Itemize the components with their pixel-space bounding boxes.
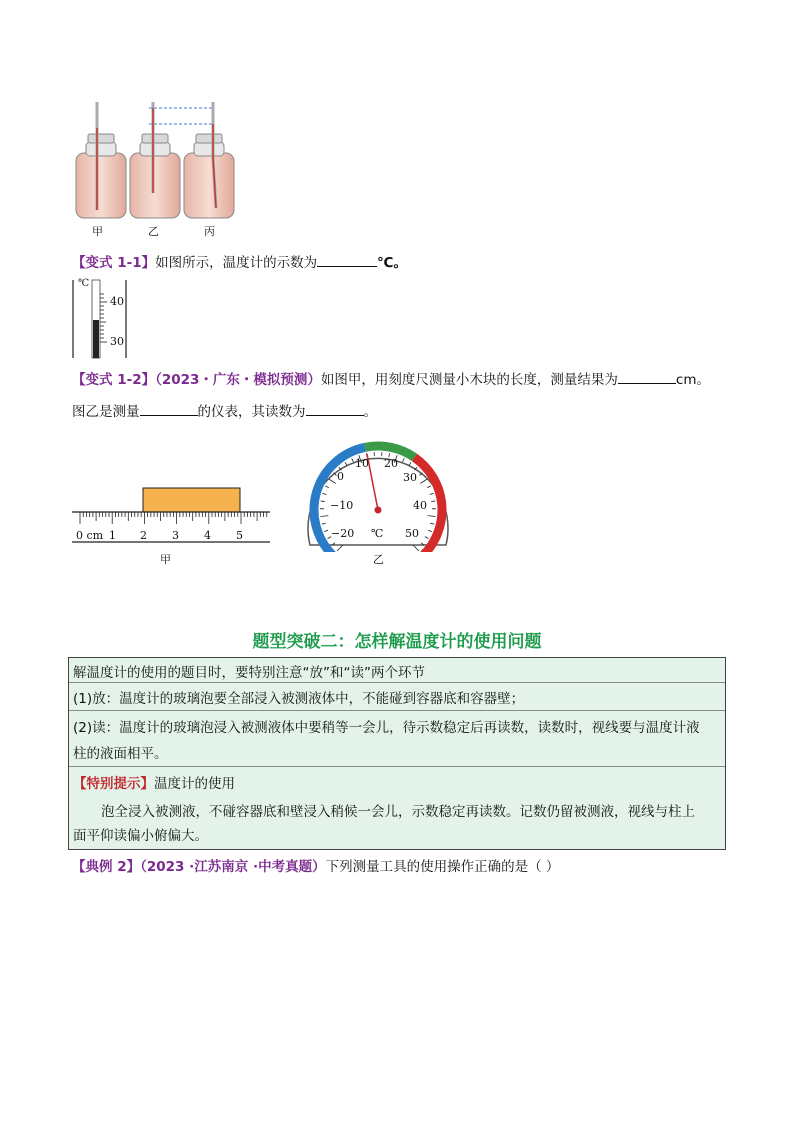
gauge-tick [403,458,405,462]
section-title: 题型突破二：怎样解温度计的使用问题 [252,632,542,652]
gauge-tick [345,462,347,465]
gauge-label-m10: −10 [330,499,354,512]
variant-1-2-text2a: 图乙是测量 [72,404,140,420]
box-line-1: 解温度计的使用的题目时，要特别注意“放”和“读”两个环节 [73,665,425,681]
box-row-3 [69,710,725,767]
variant-1-1-unit: ℃。 [377,255,407,271]
variant-1-2-tag: 【变式 1-2】 [72,372,156,388]
variant-1-2-text1: 如图甲，用刻度尺测量小木块的长度，测量结果为 [320,372,618,388]
ruler-label-2: 2 [140,529,147,542]
variant-1-2-line2 [72,401,377,421]
ruler-label-0cm: 0 cm [76,529,104,542]
ruler-label-4: 4 [204,529,211,542]
variant-1-1-question [72,252,407,272]
ruler-label-5: 5 [236,529,243,542]
gauge-label-20: 20 [384,457,398,470]
ruler-label-1: 1 [109,529,116,542]
variant-1-2-source: （2023・广东・模拟预测） [155,372,321,388]
ruler-label-3: 3 [172,529,179,542]
answer-blank[interactable] [306,401,364,416]
gauge-label-50: 50 [405,527,419,540]
answer-blank[interactable] [140,401,198,416]
bottle-label-jia: 甲 [92,225,103,238]
variant-1-1-text: 如图所示，温度计的示数为 [155,255,318,271]
bottle-bing [184,102,234,218]
gauge-label-0: 0 [337,470,344,483]
box-line-3b: 柱的液面相平。 [73,746,168,762]
gauge-label-10: 10 [355,457,369,470]
method-box [68,657,726,850]
tip-line-b: 面平仰读偏小俯偏大。 [73,828,208,844]
answer-blank[interactable] [618,369,676,384]
tip-heading [73,772,235,792]
example-2-text: 下列测量工具的使用操作正确的是（ ） [325,859,560,875]
variant-1-2-text2b: 的仪表，其读数为 [197,404,306,420]
answer-blank[interactable] [317,252,377,267]
box-row-1 [69,658,725,683]
box-row-2 [69,682,725,711]
gauge-caption: 乙 [373,553,384,566]
tip-tag: 【特别提示】 [73,776,154,792]
gauge-tick [352,458,354,462]
ruler-caption: 甲 [160,553,171,566]
gauge-tick [413,545,419,551]
bottle-label-bing: 丙 [204,225,215,238]
gauge-arc-mid [365,446,414,457]
tip-line-a: 泡全浸入被测液，不碰容器底和壁浸入稍候一会儿，示数稳定再读数。记数仍留被测液，视线与柱上 [101,804,695,820]
variant-1-2-text2c: 。 [363,404,377,420]
thermometer-tick-30: 30 [110,335,124,348]
variant-1-2-line1 [72,369,710,389]
bottles-figure [64,98,244,238]
variant-1-1-tag: 【变式 1-1】 [72,255,156,271]
box-line-2: (1)放：温度计的玻璃泡要全部浸入被测液体中，不能碰到容器底和容器壁； [73,691,525,707]
bottle-yi [130,102,180,218]
example-2-question [72,858,559,876]
tip-title: 温度计的使用 [154,776,235,792]
box-row-4 [69,766,725,849]
bottle-jia [76,102,126,218]
bottle-label-yi: 乙 [148,225,159,238]
gauge-tick [337,545,343,551]
gauge-label-40: 40 [413,499,427,512]
gauge-unit: ℃ [371,527,384,540]
box-line-3a: (2)读：温度计的玻璃泡浸入被测液体中要稍等一会儿，待示数稳定后再读数，读数时，视线要与温度计液 [73,720,700,736]
gauge-tick [409,462,411,465]
example-2-source: （2023 ·江苏南京 ·中考真题） [140,859,326,875]
example-2-tag: 【典例 2】 [72,859,141,875]
gauge-label-m20: −20 [331,527,355,540]
thermometer-unit: ℃ [78,278,90,289]
variant-1-2-unit1: cm。 [675,372,710,388]
gauge-label-30: 30 [403,471,417,484]
thermometer-tick-40: 40 [110,295,124,308]
